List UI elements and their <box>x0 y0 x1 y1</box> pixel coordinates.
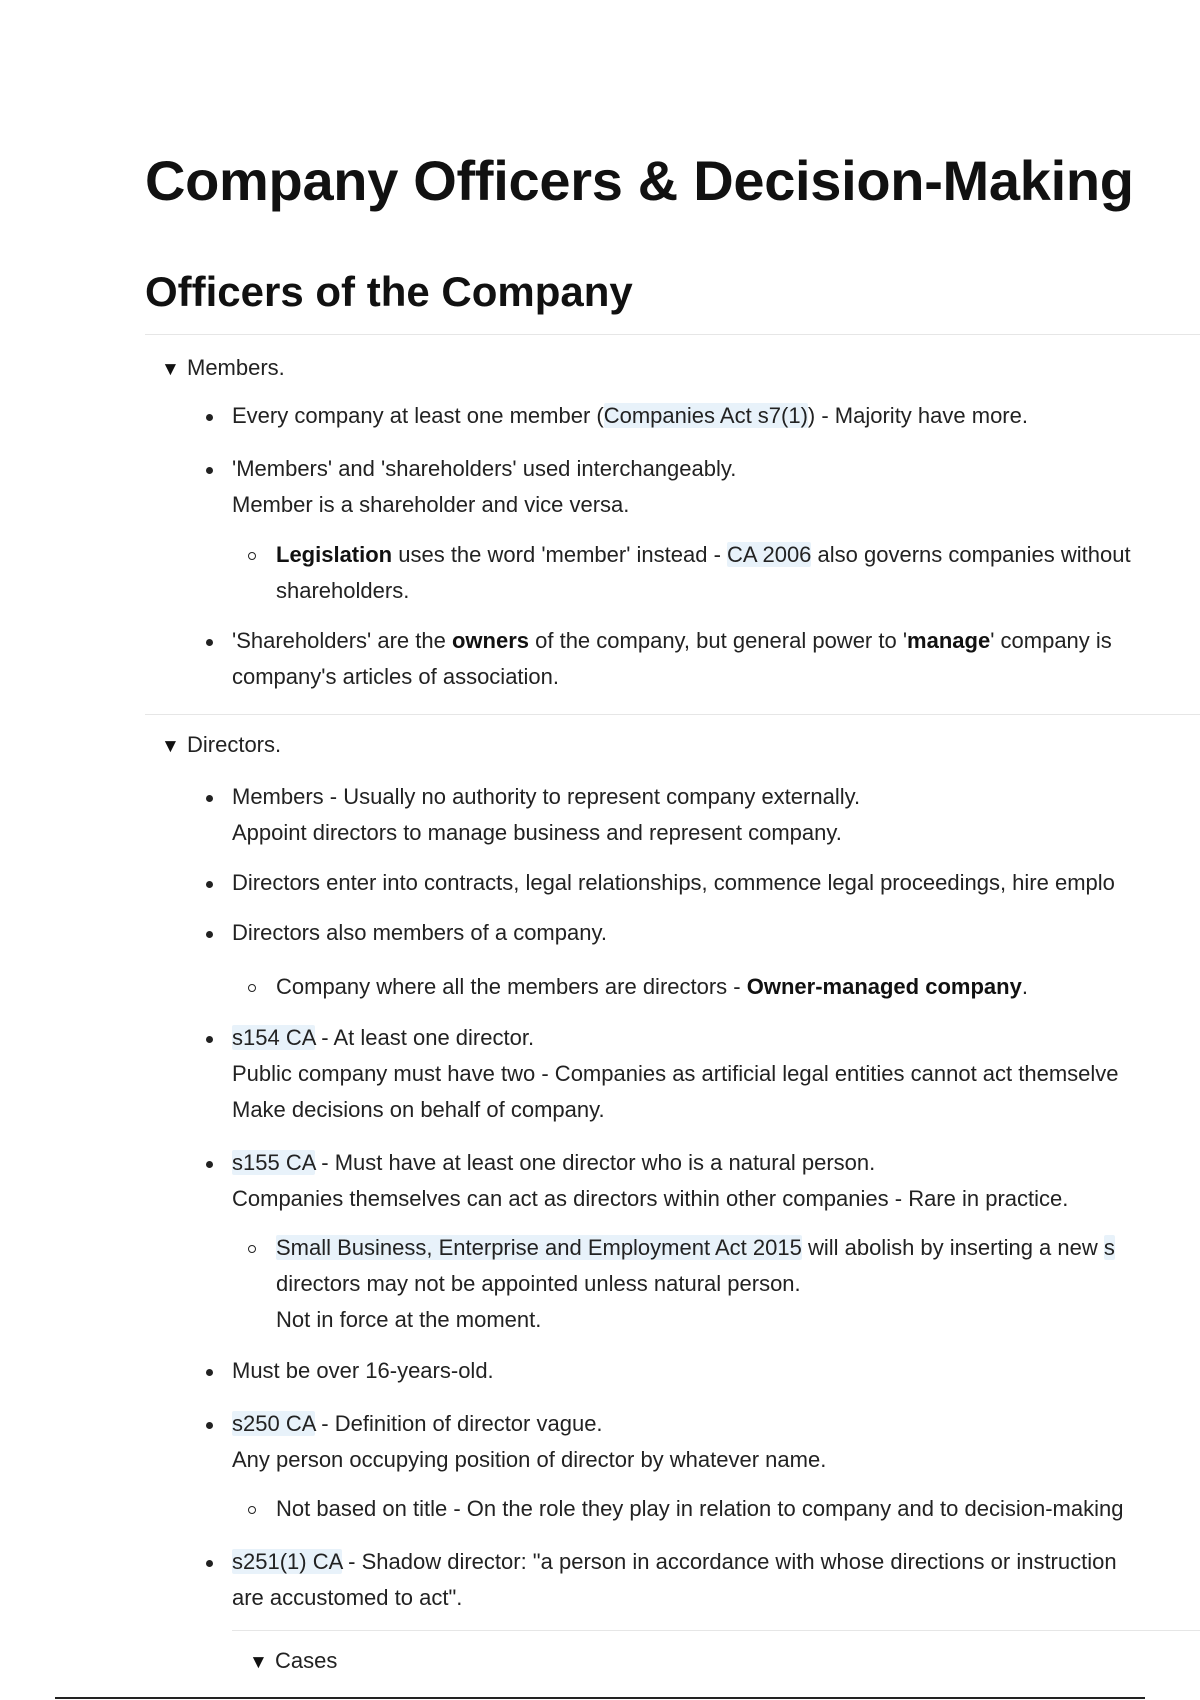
bullet-icon <box>206 1560 213 1567</box>
page-bottom-border <box>55 1697 1145 1699</box>
sub-bullet-icon <box>248 984 256 992</box>
legal-reference[interactable]: Companies Act s7(1) <box>603 403 808 428</box>
sub-list-item: Company where all the members are directors - Owner-managed company. <box>276 974 1028 999</box>
sub-list-item-continuation: directors may not be appointed unless natural person. <box>276 1271 801 1296</box>
toggle-cases-label: Cases <box>275 1648 338 1673</box>
list-item: s155 CA - Must have at least one director who is a natural person. <box>232 1150 876 1175</box>
bullet-icon <box>206 931 213 938</box>
list-item: Must be over 16-years-old. <box>232 1358 494 1383</box>
list-item: Every company at least one member (Companies Act s7(1)) - Majority have more. <box>232 403 1028 428</box>
legal-reference[interactable]: Small Business, Enterprise and Employment Act 2015 <box>276 1235 802 1260</box>
legal-reference[interactable]: CA 2006 <box>727 542 812 567</box>
triangle-down-icon: ▼ <box>161 359 180 380</box>
list-item: s251(1) CA - Shadow director: "a person in accordance with whose directions or instruction <box>232 1549 1117 1574</box>
bullet-icon <box>206 467 213 474</box>
list-item-continuation: Appoint directors to manage business and represent company. <box>232 820 842 845</box>
toggle-members[interactable] <box>161 353 285 385</box>
sub-list-item-continuation: Not in force at the moment. <box>276 1307 542 1332</box>
list-item-continuation: Member is a shareholder and vice versa. <box>232 492 630 517</box>
list-item-continuation: Any person occupying position of director by whatever name. <box>232 1447 827 1472</box>
bullet-icon <box>206 1161 213 1168</box>
bullet-icon <box>206 1369 213 1376</box>
bullet-icon <box>206 795 213 802</box>
page-title: Company Officers & Decision-Making <box>145 149 1134 212</box>
list-item-continuation: are accustomed to act". <box>232 1585 463 1610</box>
sub-bullet-icon <box>248 552 256 560</box>
list-item-continuation: Companies themselves can act as directors within other companies - Rare in practice. <box>232 1186 1069 1211</box>
list-item: 'Shareholders' are the owners of the company, but general power to 'manage' company is <box>232 628 1112 653</box>
bullet-icon <box>206 881 213 888</box>
legal-reference[interactable]: s <box>1103 1235 1115 1260</box>
bullet-icon <box>206 414 213 421</box>
triangle-down-icon: ▼ <box>249 1652 268 1673</box>
section-heading-officers: Officers of the Company <box>145 268 633 315</box>
list-item: Directors also members of a company. <box>232 920 607 945</box>
bullet-icon <box>206 1036 213 1043</box>
legal-reference[interactable]: s154 CA <box>232 1025 316 1050</box>
list-item: s154 CA - At least one director. <box>232 1025 535 1050</box>
legal-reference[interactable]: s155 CA <box>232 1150 316 1175</box>
toggle-members-label: Members. <box>187 355 285 380</box>
list-item-continuation: company's articles of association. <box>232 664 560 689</box>
sub-bullet-icon <box>248 1245 256 1253</box>
sub-list-item: Not based on title - On the role they play in relation to company and to decision-making <box>276 1496 1124 1521</box>
list-item: s250 CA - Definition of director vague. <box>232 1411 603 1436</box>
triangle-down-icon: ▼ <box>161 736 180 757</box>
toggle-directors-label: Directors. <box>187 732 282 757</box>
list-item: Members - Usually no authority to represent company externally. <box>232 784 861 809</box>
bullet-icon <box>206 639 213 646</box>
legal-reference[interactable]: s250 CA <box>232 1411 316 1436</box>
bullet-icon <box>206 1422 213 1429</box>
list-item: 'Members' and 'shareholders' used interchangeably. <box>232 456 737 481</box>
list-item: Directors enter into contracts, legal relationships, commence legal proceedings, hire emplo <box>232 870 1115 895</box>
sub-list-item: Small Business, Enterprise and Employment Act 2015 will abolish by inserting a new s <box>276 1235 1115 1260</box>
toggle-divider <box>232 1630 1200 1631</box>
section-divider <box>145 334 1200 335</box>
sub-list-item: Legislation uses the word 'member' instead - CA 2006 also governs companies without <box>276 542 1131 567</box>
legal-reference[interactable]: s251(1) CA <box>232 1549 343 1574</box>
toggle-divider <box>145 714 1200 715</box>
toggle-directors[interactable] <box>161 730 281 762</box>
list-item-continuation: Public company must have two - Companies as artificial legal entities cannot act themselve <box>232 1061 1119 1086</box>
sub-bullet-icon <box>248 1506 256 1514</box>
sub-list-item-continuation: shareholders. <box>276 578 410 603</box>
list-item-continuation: Make decisions on behalf of company. <box>232 1097 605 1122</box>
toggle-cases[interactable] <box>249 1646 337 1678</box>
